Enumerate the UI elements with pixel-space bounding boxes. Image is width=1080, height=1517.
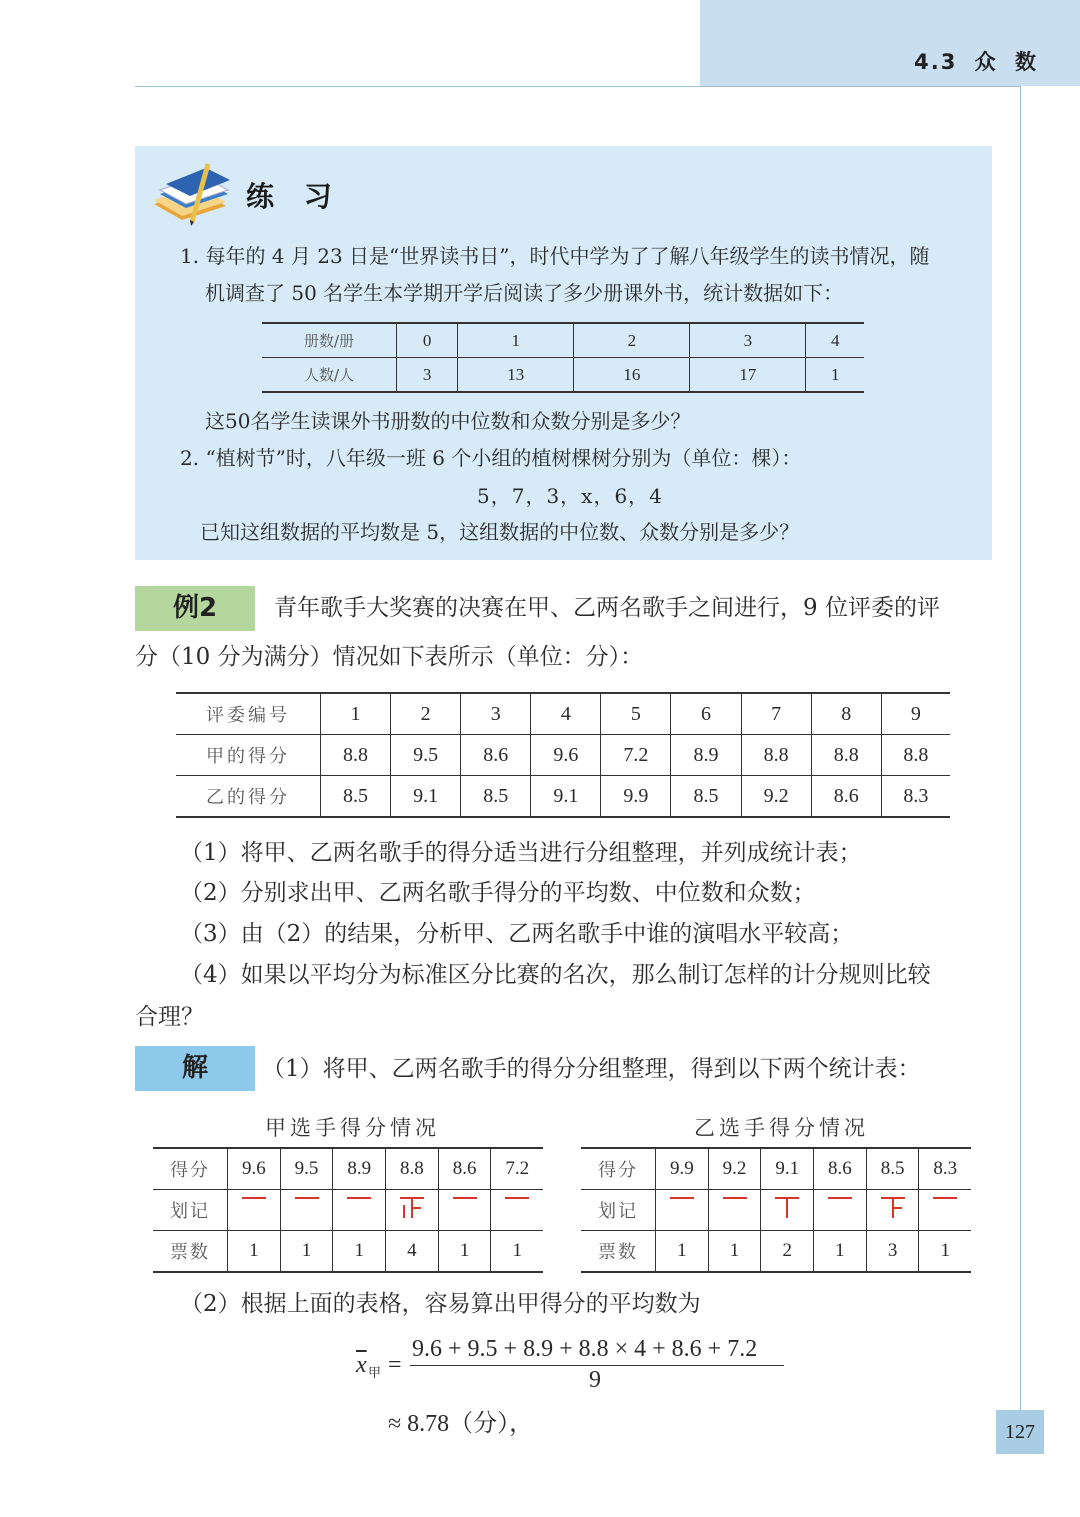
tally-mark bbox=[875, 1192, 911, 1222]
table-cell: 9.9 bbox=[656, 1148, 709, 1190]
table-cell: 7.2 bbox=[491, 1148, 543, 1190]
tally-cell bbox=[228, 1190, 281, 1231]
example-q1: （1）将甲、乙两名歌手的得分适当进行分组整理，并列成统计表； bbox=[180, 840, 862, 866]
table-header-cell: 评委编号 bbox=[206, 705, 290, 726]
table-cell: 16 bbox=[574, 358, 690, 393]
table-cell: 8.3 bbox=[881, 776, 950, 818]
table-header-cell: 划记 bbox=[581, 1190, 656, 1231]
tally-mark bbox=[499, 1192, 535, 1222]
example-q3: （3）由（2）的结果，分析甲、乙两名歌手中谁的演唱水平较高； bbox=[180, 921, 854, 947]
table-cell: 1 bbox=[919, 1231, 971, 1273]
solution-tag: 解 bbox=[135, 1046, 255, 1091]
tally-mark bbox=[394, 1192, 430, 1222]
table-cell: 5 bbox=[601, 693, 671, 735]
solution-line2: （2）根据上面的表格，容易算出甲得分的平均数为 bbox=[180, 1291, 701, 1317]
mean-symbol: $\overline{x}$ bbox=[356, 1352, 367, 1378]
table-cell: 9.6 bbox=[228, 1148, 281, 1190]
table-cell: 8.6 bbox=[461, 735, 531, 776]
tally-mark bbox=[717, 1192, 753, 1222]
judges-score-table bbox=[176, 692, 950, 818]
tally-cell bbox=[438, 1190, 491, 1231]
tally-cell bbox=[280, 1190, 333, 1231]
table-row bbox=[153, 1148, 543, 1190]
tally-cell bbox=[333, 1190, 386, 1231]
table-cell: 8.5 bbox=[461, 776, 531, 818]
section-title: 4.3 众 数 bbox=[914, 50, 1038, 74]
table-cell: 8.9 bbox=[333, 1148, 386, 1190]
exercise-title: 练 习 bbox=[246, 180, 342, 213]
tally-cell bbox=[919, 1190, 971, 1231]
exercise-q2-question: 已知这组数据的平均数是 5，这组数据的中位数、众数分别是多少？ bbox=[200, 520, 800, 544]
table-cell: 1 bbox=[333, 1231, 386, 1273]
table-row bbox=[581, 1190, 971, 1231]
table-cell: 3 bbox=[397, 358, 458, 393]
table-row bbox=[262, 323, 864, 358]
table-cell: 1 bbox=[491, 1231, 543, 1273]
page-number: 127 bbox=[996, 1410, 1044, 1454]
solution-line1: （1）将甲、乙两名歌手的得分分组整理，得到以下两个统计表： bbox=[262, 1056, 921, 1082]
formula-numerator: 9.6 + 9.5 + 8.9 + 8.8 × 4 + 8.6 + 7.2 bbox=[412, 1336, 758, 1362]
table-cell: 8 bbox=[811, 693, 881, 735]
tally-cell bbox=[761, 1190, 814, 1231]
table-cell: 1 bbox=[280, 1231, 333, 1273]
formula-result: ≈ 8.78（分）， bbox=[388, 1411, 534, 1437]
table-cell: 9 bbox=[881, 693, 950, 735]
tally-mark bbox=[927, 1192, 963, 1222]
formula-denominator: 9 bbox=[589, 1367, 601, 1393]
exercise-q1-line2: 机调查了 50 名学生本学期开学后阅读了多少册课外书，统计数据如下： bbox=[205, 281, 844, 305]
table-header-cell: 得分 bbox=[598, 1160, 638, 1181]
table-cell: 0 bbox=[397, 323, 458, 358]
table-cell: 8.5 bbox=[866, 1148, 919, 1190]
tally-mark bbox=[341, 1192, 377, 1222]
tally-cell bbox=[708, 1190, 761, 1231]
table-cell: 9.5 bbox=[391, 735, 461, 776]
table-cell: 9.1 bbox=[391, 776, 461, 818]
example-line1: 青年歌手大奖赛的决赛在甲、乙两名歌手之间进行，9 位评委的评 bbox=[274, 595, 940, 621]
table-header-cell: 册数/册 bbox=[262, 323, 397, 358]
table-cell: 2 bbox=[391, 693, 461, 735]
example-tag: 例2 bbox=[135, 586, 255, 631]
singer-a-tally-table bbox=[153, 1147, 543, 1273]
table-cell: 4 bbox=[806, 323, 864, 358]
table-cell: 1 bbox=[321, 693, 391, 735]
example-q4-line2: 合理？ bbox=[135, 1004, 204, 1030]
exercise-q2-data: 5，7，3，x，6，4 bbox=[477, 484, 663, 508]
table-cell: 8.6 bbox=[814, 1148, 867, 1190]
table-cell: 4 bbox=[531, 693, 601, 735]
table-cell: 2 bbox=[761, 1231, 814, 1273]
table-header-cell: 票数 bbox=[581, 1231, 656, 1273]
exercise-q1-question: 这50名学生读课外书册数的中位数和众数分别是多少？ bbox=[205, 409, 691, 433]
table-row bbox=[581, 1231, 971, 1273]
table-header-cell: 划记 bbox=[153, 1190, 228, 1231]
mean-subscript: 甲 bbox=[368, 1366, 382, 1381]
tally-cell bbox=[491, 1190, 543, 1231]
tally-cell bbox=[866, 1190, 919, 1231]
example-q2: （2）分别求出甲、乙两名歌手得分的平均数、中位数和众数； bbox=[180, 880, 816, 906]
table-header-cell: 票数 bbox=[153, 1231, 228, 1273]
table-cell: 8.6 bbox=[811, 776, 881, 818]
table-cell: 9.1 bbox=[531, 776, 601, 818]
table-cell: 8.3 bbox=[919, 1148, 971, 1190]
table-cell: 9.5 bbox=[280, 1148, 333, 1190]
header-rule bbox=[135, 86, 1021, 87]
tally-cell bbox=[656, 1190, 709, 1231]
tally-mark bbox=[822, 1192, 858, 1222]
table-cell: 8.5 bbox=[671, 776, 741, 818]
example-line2: 分（10 分为满分）情况如下表所示（单位：分）： bbox=[135, 644, 644, 670]
table-cell: 8.5 bbox=[321, 776, 391, 818]
table-cell: 1 bbox=[228, 1231, 281, 1273]
table-cell: 8.6 bbox=[438, 1148, 491, 1190]
table-cell: 3 bbox=[866, 1231, 919, 1273]
fraction-bar bbox=[410, 1365, 784, 1366]
table-cell: 8.8 bbox=[741, 735, 811, 776]
table-cell: 8.8 bbox=[881, 735, 950, 776]
example-q4-line1: （4）如果以平均分为标准区分比赛的名次，那么制订怎样的计分规则比较 bbox=[180, 962, 931, 988]
table-row bbox=[176, 776, 950, 818]
table-cell: 13 bbox=[458, 358, 574, 393]
tally-cell bbox=[814, 1190, 867, 1231]
exercise-q2-line1: 2. “植树节”时，八年级一班 6 个小组的植树棵树分别为（单位：棵）： bbox=[180, 446, 802, 470]
books-read-table bbox=[262, 322, 864, 393]
table-cell: 1 bbox=[708, 1231, 761, 1273]
table-cell: 7 bbox=[741, 693, 811, 735]
table-cell: 9.9 bbox=[601, 776, 671, 818]
table-row bbox=[153, 1190, 543, 1231]
table-header-cell: 得分 bbox=[170, 1160, 210, 1181]
table-header-cell: 甲的得分 bbox=[176, 735, 321, 776]
equals-sign: = bbox=[388, 1352, 402, 1378]
table-cell: 1 bbox=[814, 1231, 867, 1273]
table-cell: 17 bbox=[690, 358, 806, 393]
books-pencil-icon bbox=[146, 160, 236, 226]
table-b-title: 乙选手得分情况 bbox=[694, 1116, 869, 1140]
tally-mark bbox=[236, 1192, 272, 1222]
table-cell: 1 bbox=[656, 1231, 709, 1273]
table-cell: 3 bbox=[461, 693, 531, 735]
table-row bbox=[262, 358, 864, 393]
table-cell: 1 bbox=[458, 323, 574, 358]
table-cell: 6 bbox=[671, 693, 741, 735]
tally-cell bbox=[386, 1190, 439, 1231]
table-cell: 3 bbox=[690, 323, 806, 358]
table-cell: 9.6 bbox=[531, 735, 601, 776]
tally-mark bbox=[447, 1192, 483, 1222]
table-cell: 7.2 bbox=[601, 735, 671, 776]
table-cell: 1 bbox=[438, 1231, 491, 1273]
table-cell: 9.2 bbox=[708, 1148, 761, 1190]
exercise-q1-line1: 1. 每年的 4 月 23 日是“世界读书日”，时代中学为了了解八年级学生的读书情况，随 bbox=[180, 244, 930, 268]
singer-b-tally-table bbox=[581, 1147, 971, 1273]
table-a-title: 甲选手得分情况 bbox=[265, 1116, 440, 1140]
margin-rule bbox=[1020, 86, 1021, 1416]
table-cell: 8.8 bbox=[811, 735, 881, 776]
table-cell: 9.2 bbox=[741, 776, 811, 818]
tally-mark bbox=[664, 1192, 700, 1222]
tally-mark bbox=[289, 1192, 325, 1222]
table-row bbox=[581, 1148, 971, 1190]
table-cell: 4 bbox=[386, 1231, 439, 1273]
table-cell: 9.1 bbox=[761, 1148, 814, 1190]
table-cell: 8.9 bbox=[671, 735, 741, 776]
table-row bbox=[176, 693, 950, 735]
table-header-cell: 人数/人 bbox=[303, 366, 355, 384]
table-cell: 1 bbox=[806, 358, 864, 393]
table-cell: 8.8 bbox=[321, 735, 391, 776]
table-cell: 2 bbox=[574, 323, 690, 358]
table-row bbox=[153, 1231, 543, 1273]
table-header-cell: 乙的得分 bbox=[176, 776, 321, 818]
tally-mark bbox=[769, 1192, 805, 1222]
table-row bbox=[176, 735, 950, 776]
table-cell: 8.8 bbox=[386, 1148, 439, 1190]
